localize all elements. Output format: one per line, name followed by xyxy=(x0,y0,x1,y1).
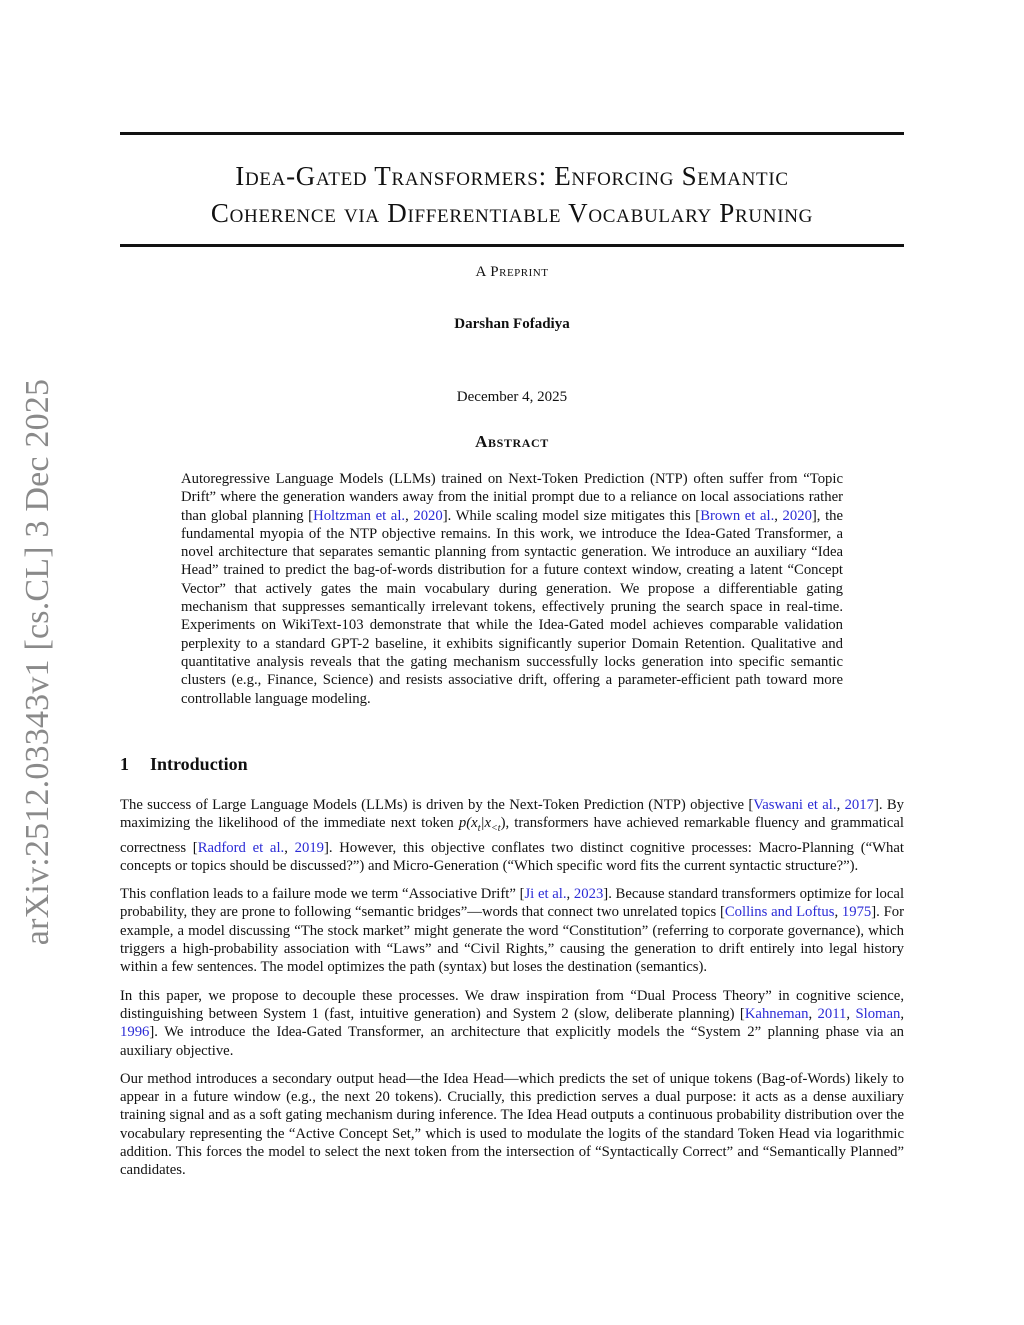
paragraph: In this paper, we propose to decouple these processes. We draw inspiration from “Dual Process Theory” in cognitive science, distinguishing between System 1 (fast, intuitive generation) and System 2 (slow, deliberate planning) [Kahneman, 2011, Sloman, 1996]. We introduce the Idea-Gated Transformer, an architecture that explicitly models the “System 2” planning phase via an auxiliary objective. xyxy=(120,987,905,1059)
abstract-text: Autoregressive Language Models (LLMs) trained on Next-Token Prediction (NTP) often suffer from “Topic Drift” where the generation wanders away from the initial prompt due to a reliance on local associations rather than global planning [Holtzman et al., 2020]. While scaling model size mitigates this [Brown et al., 2020], the fundamental myopia of the NTP objective remains. In this work, we introduce the Idea-Gated Transformer, a novel architecture that separates semantic planning from syntactic generation. We introduce an auxiliary “Idea Head” trained to predict the bag-of-words distribution for a future context window, creating a latent “Concept Vector” that actively gates the main vocabulary during generation. We propose a differentiable gating mechanism that suppresses semantically irrelevant tokens, effectively pruning the search space in real-time. Experiments on WikiText-103 demonstrate that while the Idea-Gated model achieves comparable validation perplexity to a standard GPT-2 baseline, it exhibits significantly superior Domain Retention. Qualitative and quantitative analysis reveals that the gating mechanism successfully locks generation into specific semantic clusters (e.g., Finance, Science) and resists associative drift, offering a parameter-efficient path toward more controllable language modeling. xyxy=(181,471,844,707)
citation-link[interactable]: Brown et al. xyxy=(700,507,775,524)
section-heading-introduction xyxy=(120,754,248,775)
paper-title xyxy=(120,158,904,232)
citation-link[interactable]: Sloman xyxy=(855,1005,901,1022)
title-line-1: Idea-Gated Transformers: Enforcing Semantic xyxy=(235,161,789,191)
title-bottom-rule xyxy=(120,244,904,247)
citation-link[interactable]: Kahneman xyxy=(744,1005,809,1022)
math-expression: $p(x_t|x_{<t})$ xyxy=(458,815,506,835)
paragraph: The success of Large Language Models (LLMs) is driven by the Next-Token Prediction (NTP) objective [Vaswani et al., 2017]. By maximizing the likelihood of the immediate next token $p(x_t|x_{<t})$, transformers have achieved remarkable fluency and grammatical correctness [Radford et al., 2019]. However, this objective conflates two distinct cognitive processes: Macro-Planning (“What concepts or topics should be discussed?”) and Micro-Generation (“Which specific word fits the current syntactic structure?”). xyxy=(120,797,904,874)
citation-link[interactable]: 2023 xyxy=(573,886,604,903)
paragraph: Our method introduces a secondary output head—the Idea Head—which predicts the set of unique tokens (Bag-of-Words) likely to appear in a future window (e.g., the next 20 tokens). Crucially, this prediction serves a dual purpose: it acts as a dense auxiliary training signal and as a soft gating mechanism during inference. The Idea Head outputs a continuous probability distribution over the vocabulary representing the “Active Concept Set,” which is used to modulate the logits of the standard Token Head via logarithmic addition. This forces the model to select the next token from the intersection of “Syntactically Correct” and “Semantically Planned” candidates. xyxy=(120,1070,904,1179)
citation-link[interactable]: 1975 xyxy=(841,904,872,921)
citation-link[interactable]: 2019 xyxy=(294,839,324,856)
author-name: Darshan Fofadiya xyxy=(454,316,570,332)
introduction-body xyxy=(120,796,904,1190)
citation-link[interactable]: 2020 xyxy=(782,507,812,524)
title-line-2: Coherence via Differentiable Vocabulary Pruning xyxy=(210,198,814,228)
preprint-label: A Preprint xyxy=(475,264,549,280)
citation-link[interactable]: Holtzman et al. xyxy=(313,507,406,524)
citation-link[interactable]: Vaswani et al. xyxy=(753,797,837,813)
paper-date: December 4, 2025 xyxy=(456,389,568,405)
arxiv-identifier: arXiv:2512.03343v1 [cs.CL] 3 Dec 2025 xyxy=(19,378,56,946)
section-number: 1 xyxy=(120,754,129,774)
citation-link[interactable]: 2011 xyxy=(817,1005,847,1022)
title-top-rule xyxy=(120,132,904,135)
citation-link[interactable]: 2020 xyxy=(413,507,443,524)
section-title: Introduction xyxy=(150,754,248,774)
arxiv-side-stamp xyxy=(8,380,68,945)
citation-link[interactable]: 2017 xyxy=(844,797,874,813)
paragraph: This conflation leads to a failure mode we term “Associative Drift” [Ji et al., 2023]. Because standard transformers optimize for local probability, they are prone to following “semantic bridges”—words that connect two unrelated topics [Collins and Loftus, 1975]. For example, a model discussing “The stock market” might generate the word “Constitution” (referring to corporate governance), which triggers a high-probability association with “Laws” and “Civil Rights,” causing the generation to drift entirely into legal history within a few sentences. The model optimizes the path (syntax) but loses the destination (semantics). xyxy=(120,886,905,976)
citation-link[interactable]: Ji et al. xyxy=(524,886,567,903)
citation-link[interactable]: 1996 xyxy=(120,1024,150,1041)
citation-link[interactable]: Collins and Loftus xyxy=(724,904,835,921)
abstract-heading: Abstract xyxy=(475,432,549,451)
citation-link[interactable]: Radford et al. xyxy=(197,839,285,856)
